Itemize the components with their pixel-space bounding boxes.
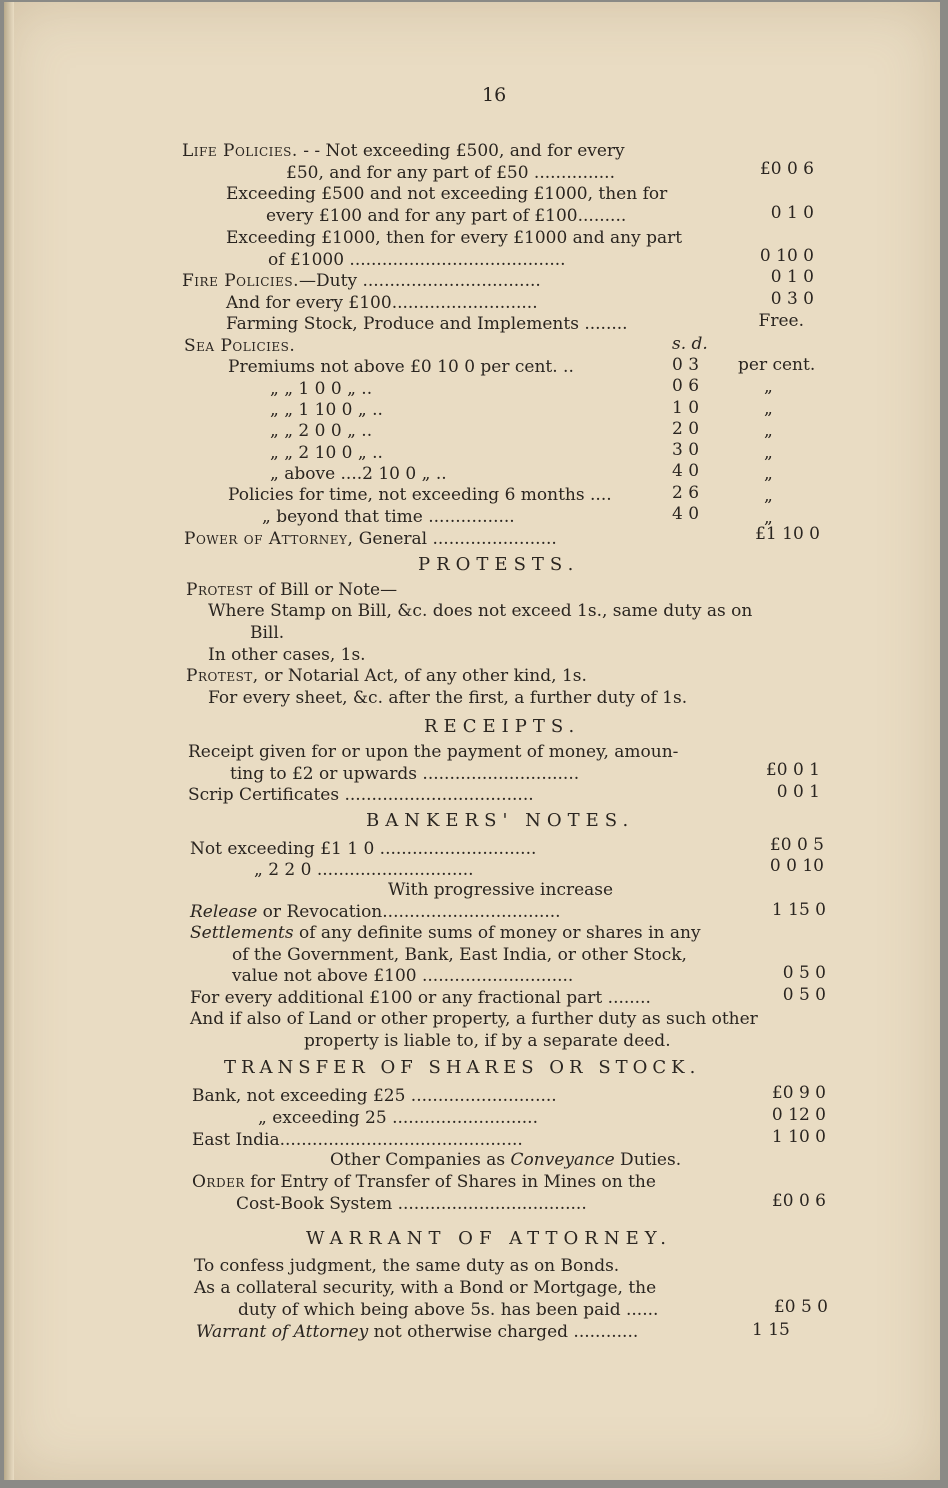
bankers-line-6: of the Government, Bank, East India, or other Stock,: [232, 945, 687, 965]
settlements-italic: Settlements: [190, 923, 294, 943]
poa-head: Power of Attorney,: [184, 529, 354, 549]
poa-line: [184, 528, 557, 550]
protest-line-2: Where Stamp on Bill, &c. does not exceed 1s., same duty as on: [208, 601, 753, 621]
receipts-heading: RECEIPTS.: [424, 716, 581, 737]
transfer-line-5: [192, 1171, 656, 1193]
life-line-1: [182, 140, 625, 162]
sea-head: Sea Policies.: [184, 336, 296, 356]
fire-line-3: Farming Stock, Produce and Implements ........: [226, 314, 628, 334]
bankers-line-7: value not above £100 ............................: [232, 966, 574, 986]
receipt-amount-3: 0 0 1: [776, 782, 820, 802]
life-line-2: £50, and for any part of £50 ...............: [286, 163, 615, 183]
warrant-l4-rest: not otherwise charged ............: [368, 1322, 639, 1342]
sea-row-5-label: „ „ 2 10 0 „ ..: [270, 443, 383, 463]
warrant-heading: WARRANT OF ATTORNEY.: [306, 1228, 672, 1249]
sea-row-3-label: „ „ 1 10 0 „ ..: [270, 400, 383, 420]
sea-time-1-amt: 2 6: [672, 483, 700, 503]
warrant-line-2: As a collateral security, with a Bond or Mortgage, the: [194, 1278, 657, 1298]
protest-line-1: [186, 579, 397, 601]
release-italic: Release: [190, 902, 258, 922]
bankers-l4-rest: or Revocation.................................: [257, 902, 561, 922]
life-line-6: of £1000 ........................................: [268, 250, 566, 270]
life-line-3: Exceeding £500 and not exceeding £1000, then for: [226, 184, 668, 204]
transfer-amount-1: £0 9 0: [771, 1083, 826, 1103]
warrant-italic: Warrant of Attorney: [196, 1322, 369, 1342]
protest-line-5: [186, 665, 587, 687]
receipt-line-3: Scrip Certificates ...................................: [188, 785, 534, 805]
transfer-line-2: „ exceeding 25 ...........................: [258, 1108, 538, 1128]
life-amount-6: 0 10 0: [759, 246, 814, 266]
page-number: 16: [482, 84, 507, 106]
sea-row-1-label: Premiums not above £0 10 0 per cent. ..: [228, 357, 574, 377]
sea-row-5-amt: 3 0: [672, 440, 700, 460]
conveyance-italic: Conveyance: [510, 1150, 615, 1170]
fire-amount-3: Free.: [758, 311, 804, 331]
bankers-line-3: With progressive increase: [388, 880, 614, 900]
warrant-line-1: To confess judgment, the same duty as on Bonds.: [194, 1256, 620, 1276]
bankers-amount-4: 1 15 0: [771, 900, 826, 920]
sea-sd-header: s. d.: [672, 334, 708, 354]
sea-row-1-tail: per cent.: [738, 355, 816, 375]
warrant-amount-4: 1 15: [752, 1320, 790, 1340]
sea-row-4-label: „ „ 2 0 0 „ ..: [270, 421, 373, 441]
sea-row-6-tail: „: [764, 464, 773, 484]
bankers-line-2: „ 2 2 0 .............................: [254, 860, 474, 880]
sea-row-2-label: „ „ 1 0 0 „ ..: [270, 379, 373, 399]
bankers-line-1: Not exceeding £1 1 0 .............................: [190, 839, 537, 859]
receipt-line-1: Receipt given for or upon the payment of money, amoun-: [188, 742, 679, 762]
transfer-l4b: Duties.: [614, 1150, 682, 1170]
bankers-amount-1: £0 0 5: [769, 835, 824, 855]
bankers-l5-rest: of any definite sums of money or shares in any: [293, 923, 701, 943]
life-head: Life Policies.: [182, 141, 298, 161]
bankers-line-9: And if also of Land or other property, a further duty as such other: [190, 1009, 758, 1029]
bankers-line-8: For every additional £100 or any fractional part ........: [190, 988, 651, 1008]
transfer-amount-3: 1 10 0: [771, 1127, 826, 1147]
receipt-amount-2: £0 0 1: [765, 760, 820, 780]
protest-line-4: In other cases, 1s.: [208, 645, 366, 665]
life-line-5: Exceeding £1000, then for every £1000 and any part: [226, 228, 683, 248]
life-amount-4: 0 1 0: [770, 203, 814, 223]
bankers-line-5: [190, 922, 701, 944]
order-head: Order: [192, 1172, 245, 1192]
fire-amount-2: 0 3 0: [770, 289, 814, 309]
warrant-amount-3: £0 5 0: [773, 1297, 828, 1317]
transfer-line-6: Cost-Book System ...................................: [236, 1194, 587, 1214]
bankers-line-4: [190, 901, 561, 923]
warrant-line-3: duty of which being above 5s. has been paid ......: [238, 1300, 659, 1320]
transfer-line-1: Bank, not exceeding £25 ...........................: [192, 1086, 557, 1106]
life-line-4: every £100 and for any part of £100.........: [266, 206, 627, 226]
bankers-heading: BANKERS' NOTES.: [366, 810, 635, 831]
sea-row-1-amt: 0 3: [672, 355, 700, 375]
receipt-line-2: ting to £2 or upwards .............................: [230, 764, 580, 784]
fire-l1: —Duty .................................: [299, 271, 541, 291]
sea-time-2-tail: „: [764, 508, 773, 528]
sea-time-2: „ beyond that time ................: [262, 507, 515, 527]
life-amount-2: £0 0 6: [759, 159, 814, 179]
transfer-l4a: Other Companies as: [330, 1150, 511, 1170]
transfer-line-3: East India.............................................: [192, 1130, 523, 1150]
protest-head-5: Protest,: [186, 666, 259, 686]
transfer-line-4: [330, 1149, 681, 1171]
transfer-amount-6: £0 0 6: [771, 1191, 826, 1211]
bankers-amount-2: 0 0 10: [769, 856, 824, 876]
protest-line-6: For every sheet, &c. after the first, a further duty of 1s.: [208, 688, 688, 708]
poa-amount: £1 10 0: [755, 524, 820, 544]
sea-row-4-amt: 2 0: [672, 419, 700, 439]
sea-row-2-amt: 0 6: [672, 376, 700, 396]
fire-line-1: [182, 270, 541, 292]
sea-time-2-amt: 4 0: [672, 504, 700, 524]
bankers-amount-7: 0 5 0: [782, 963, 826, 983]
page-gutter-shadow: [4, 2, 14, 1480]
fire-head: Fire Policies.: [182, 271, 300, 291]
transfer-amount-2: 0 12 0: [771, 1105, 826, 1125]
protests-heading: PROTESTS.: [418, 554, 580, 575]
bankers-amount-8: 0 5 0: [782, 985, 826, 1005]
sea-row-2-tail: „: [764, 377, 773, 397]
transfer-l5-rest: for Entry of Transfer of Shares in Mines on the: [244, 1172, 656, 1192]
life-l1: - - Not exceeding £500, and for every: [297, 141, 625, 161]
sea-row-5-tail: „: [764, 443, 773, 463]
sea-row-6-label: „ above ....2 10 0 „ ..: [270, 464, 447, 484]
sea-row-3-amt: 1 0: [672, 398, 700, 418]
bankers-line-10: property is liable to, if by a separate deed.: [304, 1031, 671, 1051]
fire-amount-1: 0 1 0: [770, 267, 814, 287]
sea-row-3-tail: „: [764, 399, 773, 419]
protest-head-1: Protest: [186, 580, 253, 600]
sea-row-4-tail: „: [764, 421, 773, 441]
protest-rest-1: of Bill or Note—: [252, 580, 398, 600]
sea-time-1: Policies for time, not exceeding 6 months ....: [228, 485, 612, 505]
book-page: [4, 2, 940, 1480]
sea-row-6-amt: 4 0: [672, 461, 700, 481]
fire-line-2: And for every £100...........................: [226, 293, 538, 313]
protest-line-3: Bill.: [250, 623, 285, 643]
sea-time-1-tail: „: [764, 486, 773, 506]
protest-rest-5: or Notarial Act, of any other kind, 1s.: [258, 666, 587, 686]
warrant-line-4: [196, 1321, 638, 1343]
poa-rest: General .......................: [353, 529, 557, 549]
transfer-heading: TRANSFER OF SHARES OR STOCK.: [224, 1057, 701, 1078]
